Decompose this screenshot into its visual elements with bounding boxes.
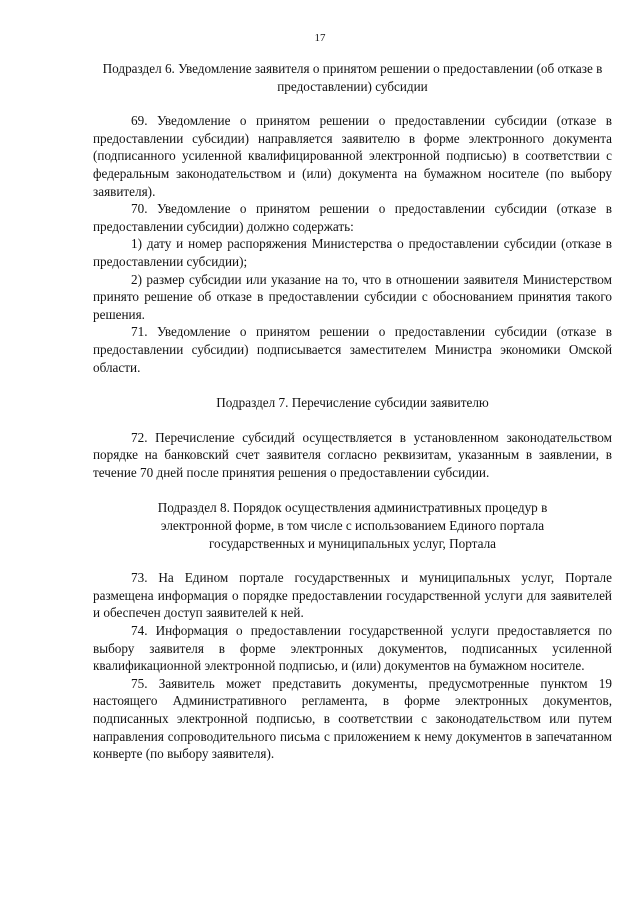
paragraph: 73. На Едином портале государственных и муниципальных услуг, Портале размещена информация о порядке предоставлении государственной услуги для заявителей и обеспечен доступ заявителей к ней. — [93, 570, 612, 621]
page-number: 17 — [314, 32, 326, 44]
section-heading: Подраздел 8. Порядок осуществления административных процедур в электронной форме, в том числе с использованием Единого портала государственных и муниципальных услуг, Портала — [157, 500, 548, 551]
paragraph: 71. Уведомление о принятом решении о предоставлении субсидии (отказе в предоставлении субсидии) подписывается заместителем Министра экономики Омской области. — [93, 324, 612, 375]
section-heading: Подраздел 6. Уведомление заявителя о принятом решении о предоставлении (об отказе в предоставлении) субсидии — [102, 61, 603, 94]
paragraph: 72. Перечисление субсидий осуществляется в установленном законодательством порядке на банковский счет заявителя согласно реквизитам, указанным в заявлении, в течение 70 дней после принятия решения о предоставлении субсидии. — [93, 429, 612, 480]
page-content — [93, 60, 612, 763]
list-item: 1) дату и номер распоряжения Министерства о предоставлении субсидии (отказе в предоставлении субсидии); — [93, 236, 612, 269]
section-heading: Подраздел 7. Перечисление субсидии заявителю — [216, 395, 489, 411]
paragraph: 69. Уведомление о принятом решении о предоставлении субсидии (отказе в предоставлении субсидии) направляется заявителю в форме электронного документа (подписанного усиленной квалифицированной электронной подписью) в соответствии с федеральным законодательством и (или) документа на бумажном носителе (по выбору заявителя). — [93, 113, 612, 199]
paragraph: 70. Уведомление о принятом решении о предоставлении субсидии (отказе в предоставлении субсидии) должно содержать: — [93, 201, 612, 234]
list-item: 2) размер субсидии или указание на то, что в отношении заявителя Министерством принято решение об отказе в предоставлении субсидии с обоснованием принятия такого решения. — [93, 271, 612, 322]
paragraph: 74. Информация о предоставлении государственной услуги предоставляется по выбору заявителя в форме электронных документов, подписанных усиленной квалификационной электронной подписью, и (или) документов на бумажном носителе. — [93, 623, 612, 674]
paragraph: 75. Заявитель может представить документы, предусмотренные пунктом 19 настоящего Административного регламента, в форме электронных документов, подписанных электронной подписью, в соответствии с законодательством или путем направления сопроводительного письма с приложением к нему документов в запечатанном конверте (по выбору заявителя). — [93, 675, 612, 762]
